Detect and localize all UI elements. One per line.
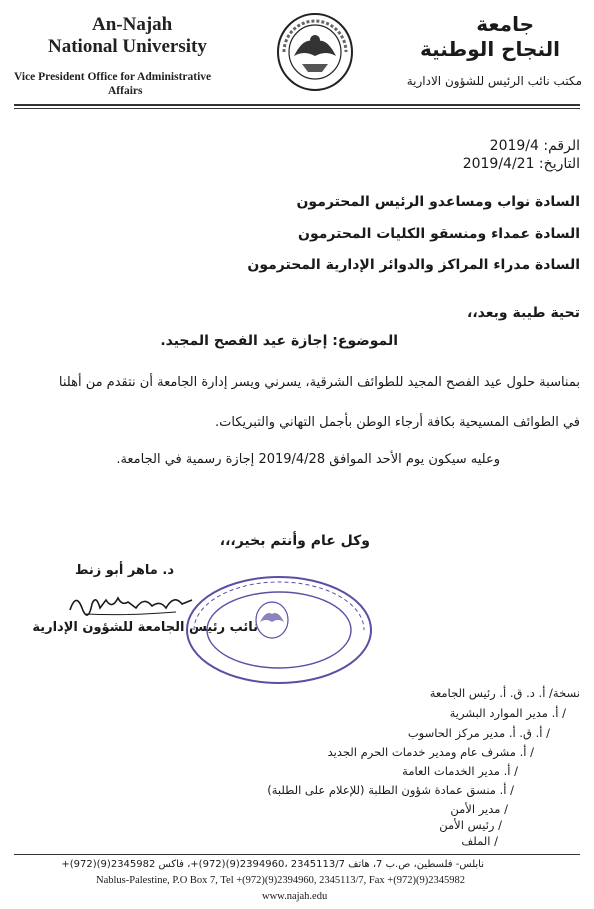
subject: الموضوع: إجازة عيد الفصح المجيد.: [160, 333, 398, 349]
cc-item: نسخة/ أ. د. ق. أ. رئيس الجامعة: [429, 686, 580, 700]
office-name-en-line1: Vice President Office for Administrative: [14, 71, 212, 83]
signatory-title: نائب رئيس الجامعة للشؤون الإدارية: [32, 620, 258, 635]
cc-item: / أ. مدير الموارد البشرية: [449, 706, 566, 720]
recipient-line: السادة مدراء المراكز والدوائر الإدارية المحترمون: [247, 257, 580, 273]
footer-address-ar: نابلس- فلسطين، ص.ب 7، هاتف 2345113/7 ،2394960(9)(972)+، فاكس 2345982(9)(972)+: [61, 859, 484, 870]
reference-date: التاريخ: 2019/4/21: [462, 156, 580, 172]
signatory-name: د. ماهر أبو زنط: [75, 563, 174, 578]
recipient-line: السادة نواب ومساعدو الرئيس المحترمون: [296, 194, 580, 210]
university-name-ar-line1: جامعة: [476, 12, 534, 36]
body-paragraph-line: بمناسبة حلول عيد الفصح المجيد للطوائف الشرقية، يسرني ويسر إدارة الجامعة أن نتقدم من أهلنا: [58, 375, 580, 390]
office-name-en-line2: Affairs: [108, 85, 143, 97]
cc-item: / مدير الأمن: [450, 802, 508, 816]
body-paragraph-line: في الطوائف المسيحية بكافة أرجاء الوطن بأجمل التهاني والتبريكات.: [215, 415, 580, 430]
cc-item: / أ. مشرف عام ومدير خدمات الحرم الجديد: [327, 745, 534, 759]
office-name-ar: مكتب نائب الرئيس للشؤون الادارية: [406, 74, 582, 88]
cc-item: / رئيس الأمن: [439, 818, 502, 832]
handwritten-signature: [66, 586, 196, 620]
footer-address-en: Nablus-Palestine, P.O Box 7, Tel +(972)(9)2394960, 2345113/7, Fax +(972)(9)2345982: [96, 875, 465, 886]
university-seal-logo: [276, 12, 354, 92]
closing: وكل عام وأنتم بخير،،،: [219, 533, 370, 549]
body-paragraph-line: وعليه سيكون يوم الأحد الموافق 2019/4/28 إجازة رسمية في الجامعة.: [116, 452, 500, 467]
cc-item: / الملف: [461, 834, 498, 848]
official-stamp: [184, 574, 374, 686]
cc-item: / أ. ق. أ. مدير مركز الحاسوب: [407, 726, 550, 740]
header-rule-thick: [14, 104, 580, 106]
university-name-en-line2: National University: [48, 36, 207, 57]
university-name-en-line1: An-Najah: [92, 14, 173, 35]
footer-website: www.najah.edu: [262, 891, 328, 902]
cc-item: / أ. مدير الخدمات العامة: [402, 764, 518, 778]
reference-number: الرقم: 2019/4: [489, 138, 580, 154]
greeting: تحية طيبة وبعد،،: [467, 305, 580, 321]
cc-item: / أ. منسق عمادة شؤون الطلبة (للإعلام على الطلبة): [267, 783, 514, 797]
university-name-ar-line2: النجاح الوطنية: [419, 37, 560, 61]
footer-rule: [14, 854, 580, 855]
recipient-line: السادة عمداء ومنسقو الكليات المحترمون: [298, 226, 580, 242]
header-rule-thin: [14, 108, 580, 109]
